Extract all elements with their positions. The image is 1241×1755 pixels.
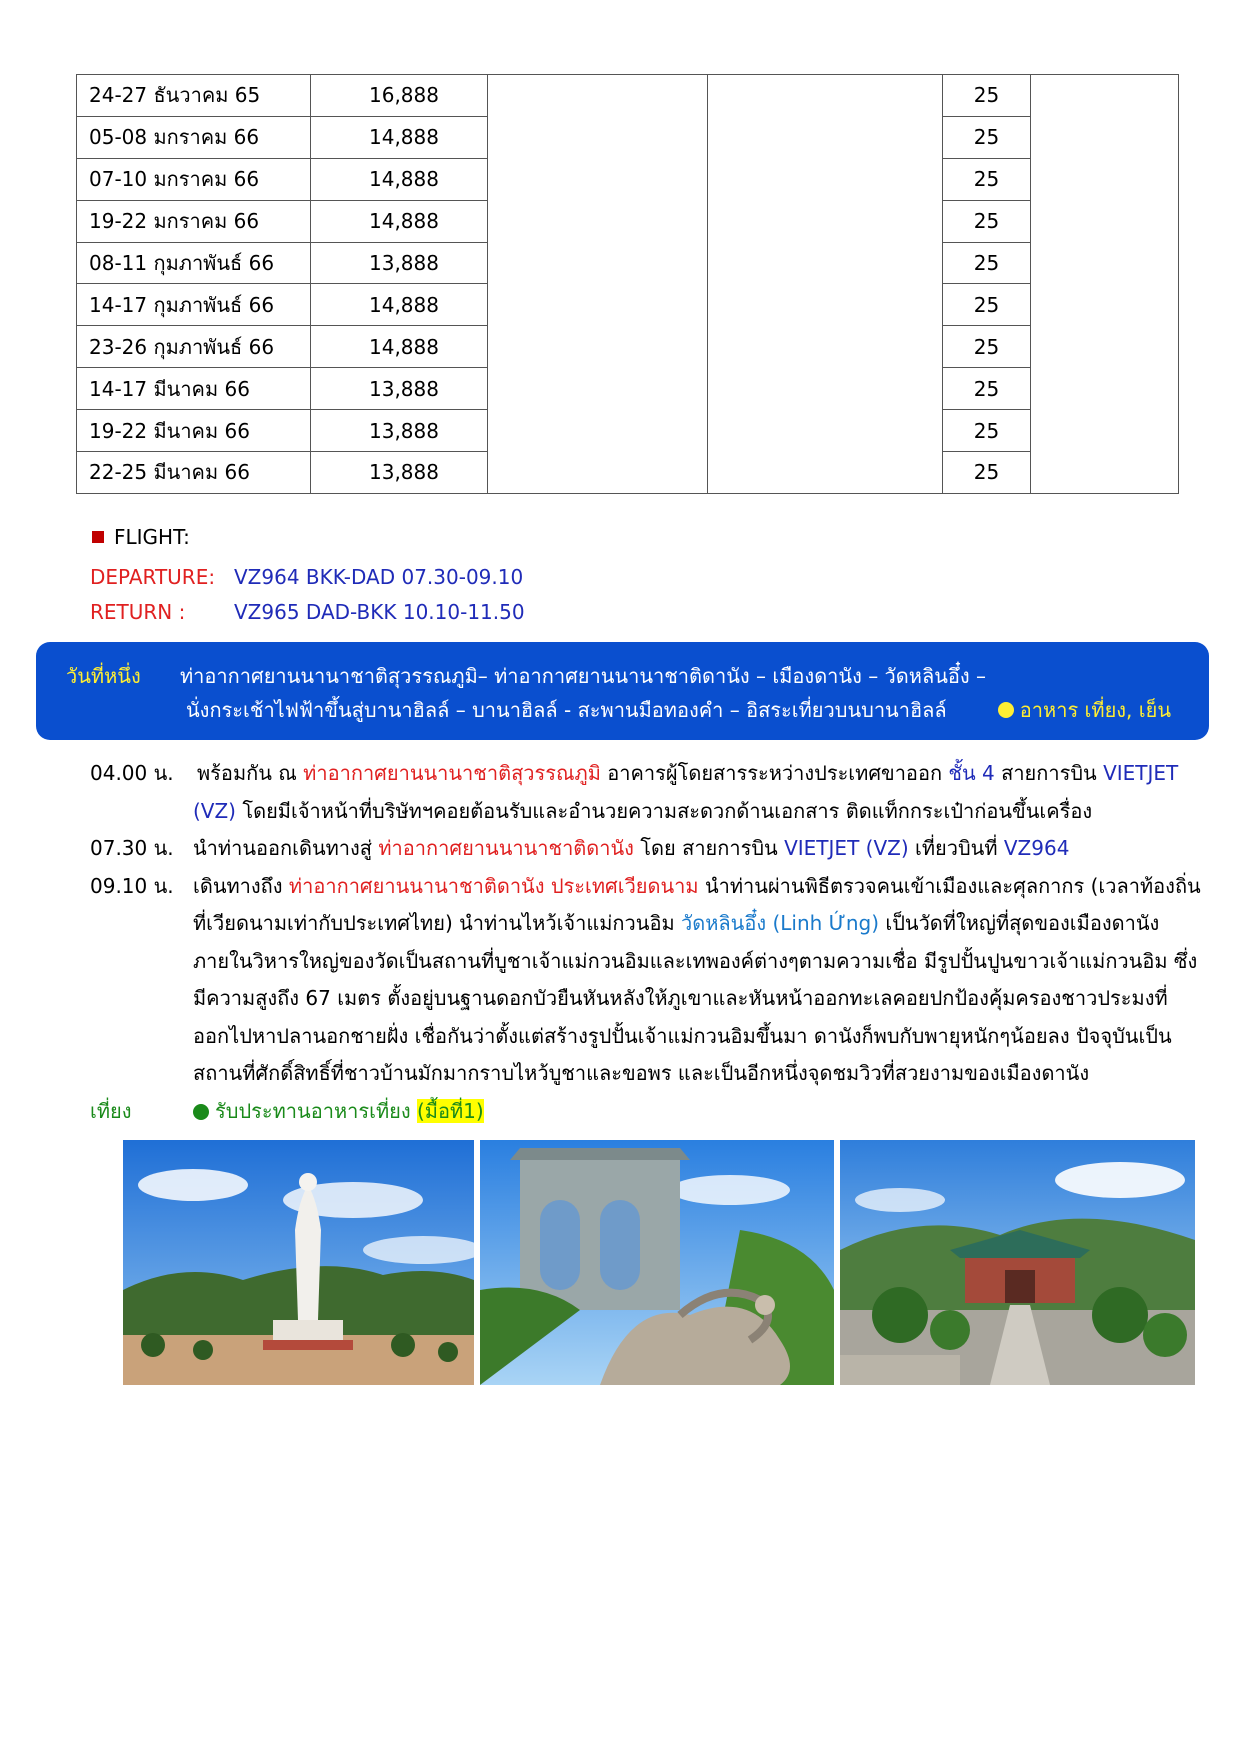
departure-label: DEPARTURE: — [90, 565, 216, 589]
empty-merged-cell — [708, 75, 943, 494]
travel-date-cell: 14-17 กุมภาพันธ์ 66 — [77, 284, 311, 326]
meal-number-badge: (มื้อที่1) — [416, 1099, 484, 1123]
itinerary-line-6: ภายในวิหารใหญ่ของวัดเป็นสถานที่บูชาเจ้าแม่กวนอิมและเทพองค์ต่างๆตามความเชื่อ มีรูปปั้นปูนขาวเจ้าแม่กวนอิม ซึ่ง — [193, 949, 1198, 973]
airline-code: (VZ) — [193, 799, 236, 823]
price-cell: 13,888 — [311, 452, 488, 494]
text-segment: นำท่านออกเดินทางสู่ — [193, 836, 379, 860]
flight-number: VZ964 — [1003, 836, 1070, 860]
time-0400: 04.00 น. — [90, 761, 174, 785]
empty-merged-cell — [1031, 75, 1179, 494]
text-segment: เที่ยวบินที่ — [908, 836, 1004, 860]
itinerary-line-8: ออกไปหาปลานอกชายฝั่ง เชื่อกันว่าตั้งแต่สร้างรูปปั้นเจ้าแม่กวนอิมขึ้นมา ดานังก็พบกับพายุหนักๆน้อยลง ปัจจุบันเป็น — [193, 1024, 1172, 1048]
travel-date-cell: 23-26 กุมภาพันธ์ 66 — [77, 326, 311, 368]
photo-lady-buddha-statue-image — [123, 1140, 474, 1385]
itinerary-line-2 — [193, 795, 1092, 827]
price-cell: 13,888 — [311, 410, 488, 452]
travel-date-cell: 07-10 มกราคม 66 — [77, 158, 311, 200]
price-cell: 14,888 — [311, 116, 488, 158]
seats-cell: 25 — [943, 200, 1031, 242]
day1-meals-text: อาหาร เที่ยง, เย็น — [1019, 698, 1171, 722]
seats-cell: 25 — [943, 284, 1031, 326]
price-cell: 13,888 — [311, 242, 488, 284]
seats-cell: 25 — [943, 452, 1031, 494]
airport-danang: ท่าอากาศยานนานาชาติดานัง — [378, 836, 634, 860]
airline-name: VIETJET (VZ) — [784, 836, 909, 860]
seats-cell: 25 — [943, 326, 1031, 368]
text-segment: สายการบิน — [994, 761, 1104, 785]
time-lunch: เที่ยง — [90, 1099, 132, 1123]
text-segment: ที่เวียดนามเท่ากับประเทศไทย) นำท่านไหว้เจ้าแม่กวนอิม — [193, 911, 681, 935]
airline-name: VIETJET — [1103, 761, 1179, 785]
photo-dragon-gate — [480, 1140, 834, 1385]
text-segment: พร้อมกัน ณ — [197, 761, 304, 785]
bullet-square-icon — [92, 531, 104, 543]
seats-cell: 25 — [943, 116, 1031, 158]
itinerary-line-4 — [193, 870, 1201, 902]
itinerary-line-lunch — [193, 1095, 484, 1127]
text-segment: เดินทางถึง — [193, 874, 289, 898]
travel-date-cell: 08-11 กุมภาพันธ์ 66 — [77, 242, 311, 284]
itinerary-line-7: มีความสูงถึง 67 เมตร ตั้งอยู่บนฐานดอกบัวยืนหันหลังให้ภูเขาและหันหน้าออกทะเลคอยปกป้องคุ้มครองชาวประมงที่ — [193, 986, 1168, 1010]
return-label: RETURN : — [90, 600, 186, 624]
photo-dragon-gate-image — [480, 1140, 834, 1385]
floor-label: ชั้น 4 — [948, 761, 995, 785]
itinerary-line-9: สถานที่ศักดิ์สิทธิ์ที่ชาวบ้านมักมากราบไหว้บูชาและขอพร และเป็นอีกหนึ่งจุดชมวิวที่สวยงามของเมืองดานัง — [193, 1061, 1090, 1085]
photo-temple-garden — [840, 1140, 1195, 1385]
return-value: VZ965 DAD-BKK 10.10-11.50 — [234, 600, 525, 624]
seats-cell: 25 — [943, 242, 1031, 284]
price-cell: 14,888 — [311, 200, 488, 242]
departure-row — [90, 565, 524, 589]
day1-banner — [36, 642, 1209, 740]
price-table — [76, 74, 1179, 494]
day1-label: วันที่หนึ่ง — [66, 664, 141, 688]
seats-cell: 25 — [943, 368, 1031, 410]
time-0910: 09.10 น. — [90, 874, 174, 898]
flight-heading — [92, 525, 190, 549]
itinerary-line-5 — [193, 907, 1159, 939]
meal-plate-icon — [998, 702, 1014, 718]
temple-name: วัดหลินอึ๋ง (Linh Ứng) — [681, 911, 880, 935]
photo-lady-buddha-statue — [123, 1140, 474, 1385]
airport-danang-vietnam: ท่าอากาศยานนานาชาติดานัง ประเทศเวียดนาม — [288, 874, 699, 898]
price-cell: 14,888 — [311, 158, 488, 200]
price-cell: 14,888 — [311, 284, 488, 326]
text-segment: นำท่านผ่านพิธีตรวจคนเข้าเมืองและศุลกากร (เวลาท้องถิ่น — [698, 874, 1201, 898]
travel-date-cell: 22-25 มีนาคม 66 — [77, 452, 311, 494]
day1-title-line1: ท่าอากาศยานนานาชาติสุวรรณภูมิ– ท่าอากาศยานนานาชาติดานัง – เมืองดานัง – วัดหลินอึ๋ง – — [180, 664, 987, 688]
table-row — [77, 75, 1179, 117]
travel-date-cell: 14-17 มีนาคม 66 — [77, 368, 311, 410]
price-cell: 13,888 — [311, 368, 488, 410]
flight-heading-text: FLIGHT: — [114, 525, 190, 549]
price-cell: 14,888 — [311, 326, 488, 368]
itinerary-line-3 — [193, 832, 1069, 864]
day1-meals — [998, 694, 1171, 726]
text-segment: อาคารผู้โดยสารระหว่างประเทศขาออก — [600, 761, 949, 785]
meal-plate-icon — [193, 1104, 209, 1120]
seats-cell: 25 — [943, 158, 1031, 200]
text-segment: โดย สายการบิน — [633, 836, 785, 860]
travel-date-cell: 19-22 มกราคม 66 — [77, 200, 311, 242]
departure-value: VZ964 BKK-DAD 07.30-09.10 — [234, 565, 524, 589]
text-segment: โดยมีเจ้าหน้าที่บริษัทฯคอยต้อนรับและอำนวยความสะดวกด้านเอกสาร ติดแท็กกระเป๋าก่อนขึ้นเครื่อง — [236, 799, 1093, 823]
photo-temple-garden-image — [840, 1140, 1195, 1385]
airport-suvarnabhumi: ท่าอากาศยานนานาชาติสุวรรณภูมิ — [303, 761, 601, 785]
seats-cell: 25 — [943, 75, 1031, 117]
text-segment: รับประทานอาหารเที่ยง — [215, 1099, 417, 1123]
travel-date-cell: 19-22 มีนาคม 66 — [77, 410, 311, 452]
empty-merged-cell — [488, 75, 708, 494]
return-row — [90, 600, 525, 624]
travel-date-cell: 24-27 ธันวาคม 65 — [77, 75, 311, 117]
text-segment: เป็นวัดที่ใหญ่ที่สุดของเมืองดานัง — [879, 911, 1160, 935]
seats-cell: 25 — [943, 410, 1031, 452]
price-cell: 16,888 — [311, 75, 488, 117]
itinerary-line-1 — [197, 757, 1178, 789]
travel-date-cell: 05-08 มกราคม 66 — [77, 116, 311, 158]
time-0730: 07.30 น. — [90, 836, 174, 860]
day1-title-line2: นั่งกระเช้าไฟฟ้าขึ้นสู่บานาฮิลล์ – บานาฮิลล์ - สะพานมือทองคำ – อิสระเที่ยวบนบานาฮิลล์ — [186, 698, 947, 722]
